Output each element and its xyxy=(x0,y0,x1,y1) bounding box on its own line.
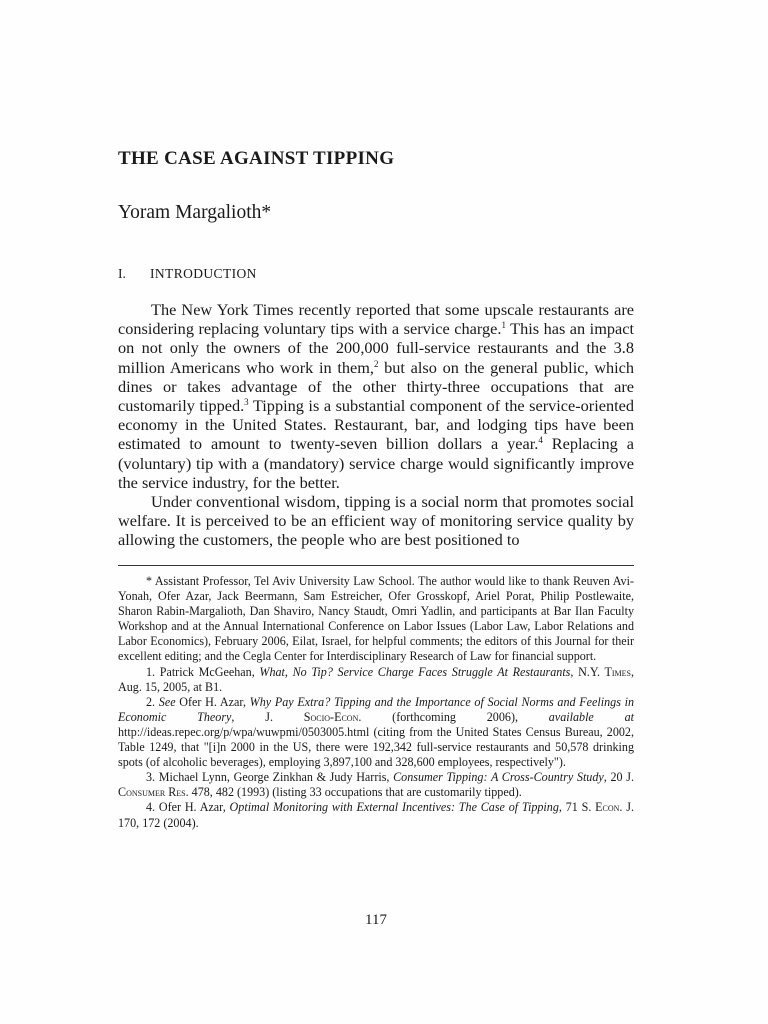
footnote-text: Assistant Professor, Tel Aviv University Law School. The author would like to thank Reuven Avi-Yonah, Ofer Azar, Jack Beermann, Sam Estreicher, Ofer Grosskopf, Ariel Porat, Philip Postlewaite, Sharon Rabin-Margalioth, Dan Shaviro, Nancy Staudt, Omri Yadlin, and participants at Bar Ilan Faculty Workshop and at the Annual International Conference on Labor Issues (Labor Law, Labor Relations and Labor Economics), February 2006, Eilat, Israel, for helpful comments; the editors of this Journal for their excellent editing; and the Cegla Center for Interdisciplinary Research of Law for financial support. xyxy=(118,574,634,664)
paragraph-2: Under conventional wisdom, tipping is a social norm that promotes social welfare. It is perceived to be an efficient way of monitoring service quality by allowing the customers, the people who are best positioned to xyxy=(118,492,634,550)
sentence: Replacing a (voluntary) tip with a (mandatory) service charge would significantly improve the service industry, for the better. xyxy=(118,434,634,492)
footnote-text: , J. xyxy=(231,709,304,724)
footnote-text: , 71 S. xyxy=(558,800,596,815)
footnote-citation-title: Consumer Tipping: A Cross-Country Study xyxy=(393,770,604,785)
footnote-text: J. 170, 172 (2004). xyxy=(118,800,634,830)
footnote-4 xyxy=(118,800,634,830)
footnote-2 xyxy=(118,695,634,770)
paragraph-1 xyxy=(118,300,634,492)
sentence: Tipping is a substantial component of the service-oriented economy in the United States. Restaurant, bar, and lodging tips have been estimated to amount to twenty-seven billion dollars a year. xyxy=(118,396,635,454)
author-name: Yoram Margalioth* xyxy=(118,202,272,223)
footnote-publication: Econ. xyxy=(595,800,623,815)
footnote-signal: available at xyxy=(548,709,634,724)
section-name: INTRODUCTION xyxy=(150,266,257,281)
footnote-ref: 1 xyxy=(501,320,506,331)
footnote-text: http://ideas.repec.org/p/wpa/wuwpmi/0503005.html (citing from the United States Census Bureau, 2002, Table 1249, that "[i]n 2000 in the US, there were 192,342 full-service restaurants and 50,578 drinking spots (of alcoholic beverages), employing 3,897,100 and 328,600 employees, respectively"). xyxy=(118,724,634,770)
footnote-marker: * xyxy=(146,574,153,588)
footnote-text: , xyxy=(570,664,579,679)
footnote-ref: 2 xyxy=(373,358,379,369)
footnote-text: 478, 482 (1993) (listing 33 occupations that are customarily tipped). xyxy=(188,785,522,800)
footnote-publication: N.Y. Times xyxy=(578,664,631,679)
footnote-citation-title: Why Pay Extra? Tipping and the Importance of Social Norms and Feelings in Economic Theory xyxy=(118,694,635,724)
footnote-citation-title: What, No Tip? Service Charge Faces Struggle At Restaurants xyxy=(259,664,571,679)
footnote-ref: 4 xyxy=(538,435,543,446)
footnote-star xyxy=(118,574,634,665)
footnote-signal: See xyxy=(158,694,176,709)
footnote-text: 4. Ofer H. Azar, xyxy=(146,800,230,815)
sentence: This has an impact on not only the owners of the 200,000 full-service restaurants and the 3.8 million Americans who work in them, xyxy=(118,319,634,377)
page-number: 117 xyxy=(365,912,387,928)
footnote-divider xyxy=(118,565,634,566)
footnote-publication: Socio-Econ. xyxy=(303,709,362,724)
footnote-3 xyxy=(118,770,634,800)
footnote-ref: 3 xyxy=(244,397,249,408)
section-number: I. xyxy=(118,266,126,281)
footnote-text: 1. Patrick McGeehan, xyxy=(146,664,260,679)
footnote-citation-title: Optimal Monitoring with External Incentives: The Case of Tipping xyxy=(229,800,559,815)
footnote-text: 2. xyxy=(146,694,159,709)
footnote-text: Ofer H. Azar, xyxy=(175,694,250,709)
sentence: The New York Times recently reported that some upscale restaurants are considering replacing voluntary tips with a service charge. xyxy=(118,300,634,339)
footnotes xyxy=(118,574,634,831)
section-heading xyxy=(118,266,257,282)
footnote-text: (forthcoming 2006), xyxy=(361,709,549,724)
sentence: but also on the general public, which dines or takes advantage of the other thirty-three occupations that are customarily tipped. xyxy=(118,357,635,416)
article-title: THE CASE AGAINST TIPPING xyxy=(118,148,395,169)
footnote-1 xyxy=(118,665,634,695)
body-text xyxy=(118,300,634,550)
footnote-text: , 20 J. xyxy=(603,770,634,785)
footnote-text: 3. Michael Lynn, George Zinkhan & Judy Harris, xyxy=(146,770,394,785)
footnote-text: , Aug. 15, 2005, at B1. xyxy=(118,664,635,694)
footnote-publication: Consumer Res. xyxy=(118,785,189,800)
